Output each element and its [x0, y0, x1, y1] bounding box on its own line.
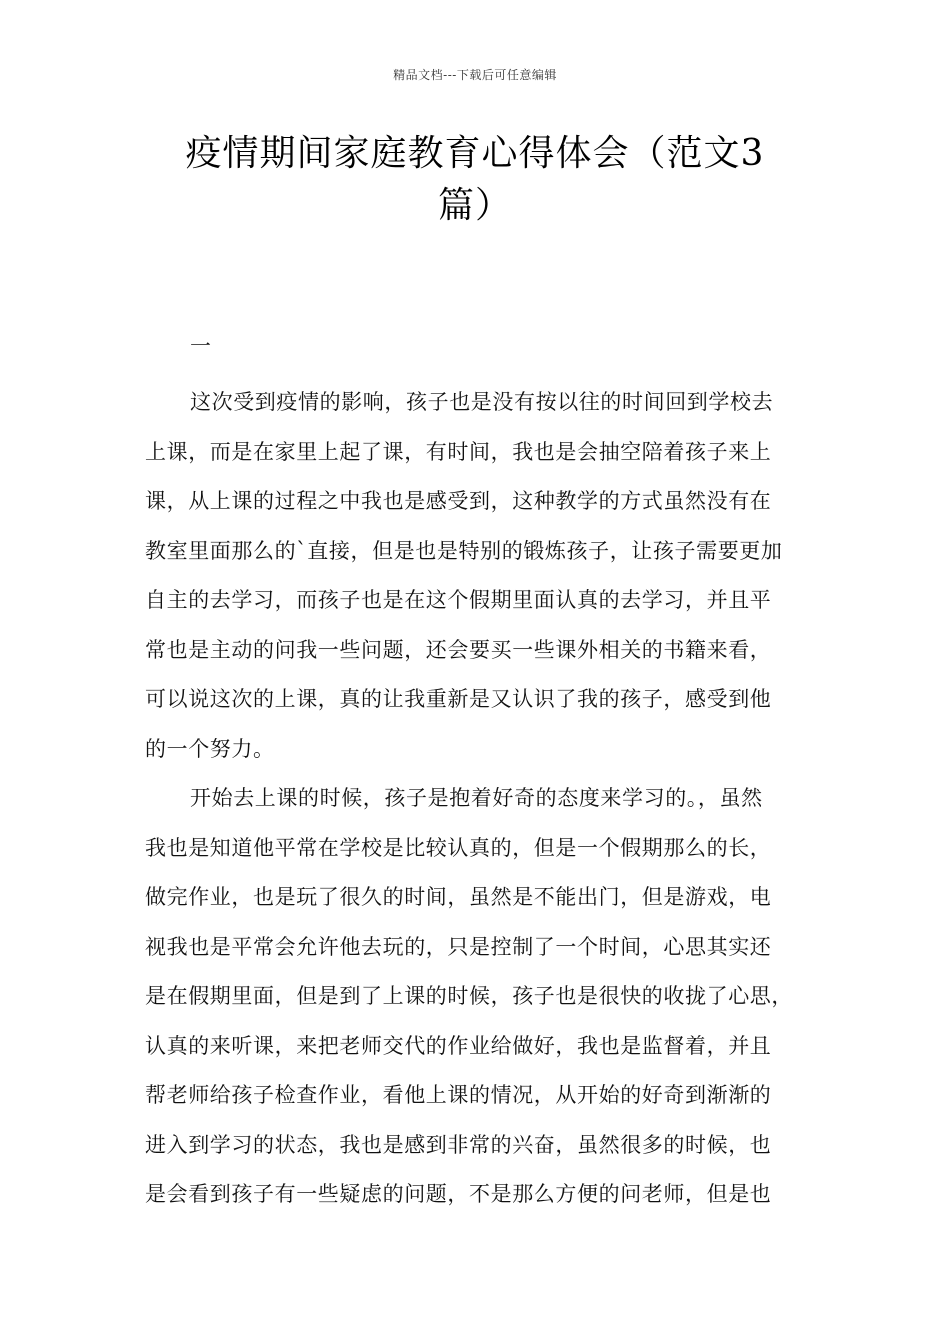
paragraph-2-line: 是在假期里面，但是到了上课的时候，孩子也是很快的收拢了心思，	[145, 984, 793, 1008]
paragraph-2-line: 帮老师给孩子检查作业，看他上课的情况，从开始的好奇到渐渐的	[145, 1083, 772, 1107]
paragraph-2-line: 视我也是平常会允许他去玩的，只是控制了一个时间，心思其实还	[145, 934, 772, 959]
paragraph-2-line: 做完作业，也是玩了很久的时间，虽然是不能出门，但是游戏，电	[145, 885, 772, 909]
paragraph-1-line: 这次受到疫情的影响，孩子也是没有按以往的时间回到学校去	[190, 390, 774, 414]
title-line-1: 疫情期间家庭教育心得体会（范文3	[185, 133, 765, 174]
paragraph-2-line: 开始去上课的时候，孩子是抱着好奇的态度来学习的。，虽然	[190, 786, 763, 810]
document-title	[150, 128, 800, 232]
paragraph-1-line: 自主的去学习，而孩子也是在这个假期里面认真的去学习，并且平	[145, 588, 772, 612]
paragraph-1-line: 常也是主动的问我一些问题，还会要买一些课外相关的书籍来看，	[145, 637, 772, 662]
paragraph-1-line: 上课，而是在家里上起了课，有时间，我也是会抽空陪着孩子来上	[145, 439, 772, 464]
paragraph-1-line: 的一个努力。	[145, 736, 275, 761]
paragraph-1-line: 教室里面那么的`直接，但是也是特别的锻炼孩子，让孩子需要更加	[145, 538, 783, 563]
body-text	[145, 378, 815, 1220]
paragraph-2-line: 是会看到孩子有一些疑虑的问题，不是那么方便的问老师，但是也	[145, 1182, 772, 1206]
paragraph-2-line: 进入到学习的状态，我也是感到非常的兴奋，虽然很多的时候，也	[145, 1132, 772, 1157]
paragraph-2-line: 认真的来听课，来把老师交代的作业给做好，我也是监督着，并且	[145, 1033, 772, 1058]
title-line-2: 篇）	[437, 185, 512, 226]
header-note: 精品文档---下载后可任意编辑	[393, 68, 557, 82]
paragraph-1-line: 课，从上课的过程之中我也是感受到，这种教学的方式虽然没有在	[145, 489, 772, 513]
section-number: 一	[190, 334, 211, 358]
paragraph-2-line: 我也是知道他平常在学校是比较认真的，但是一个假期那么的长，	[145, 835, 772, 860]
paragraph-1-line: 可以说这次的上课，真的让我重新是又认识了我的孩子，感受到他	[145, 687, 772, 711]
